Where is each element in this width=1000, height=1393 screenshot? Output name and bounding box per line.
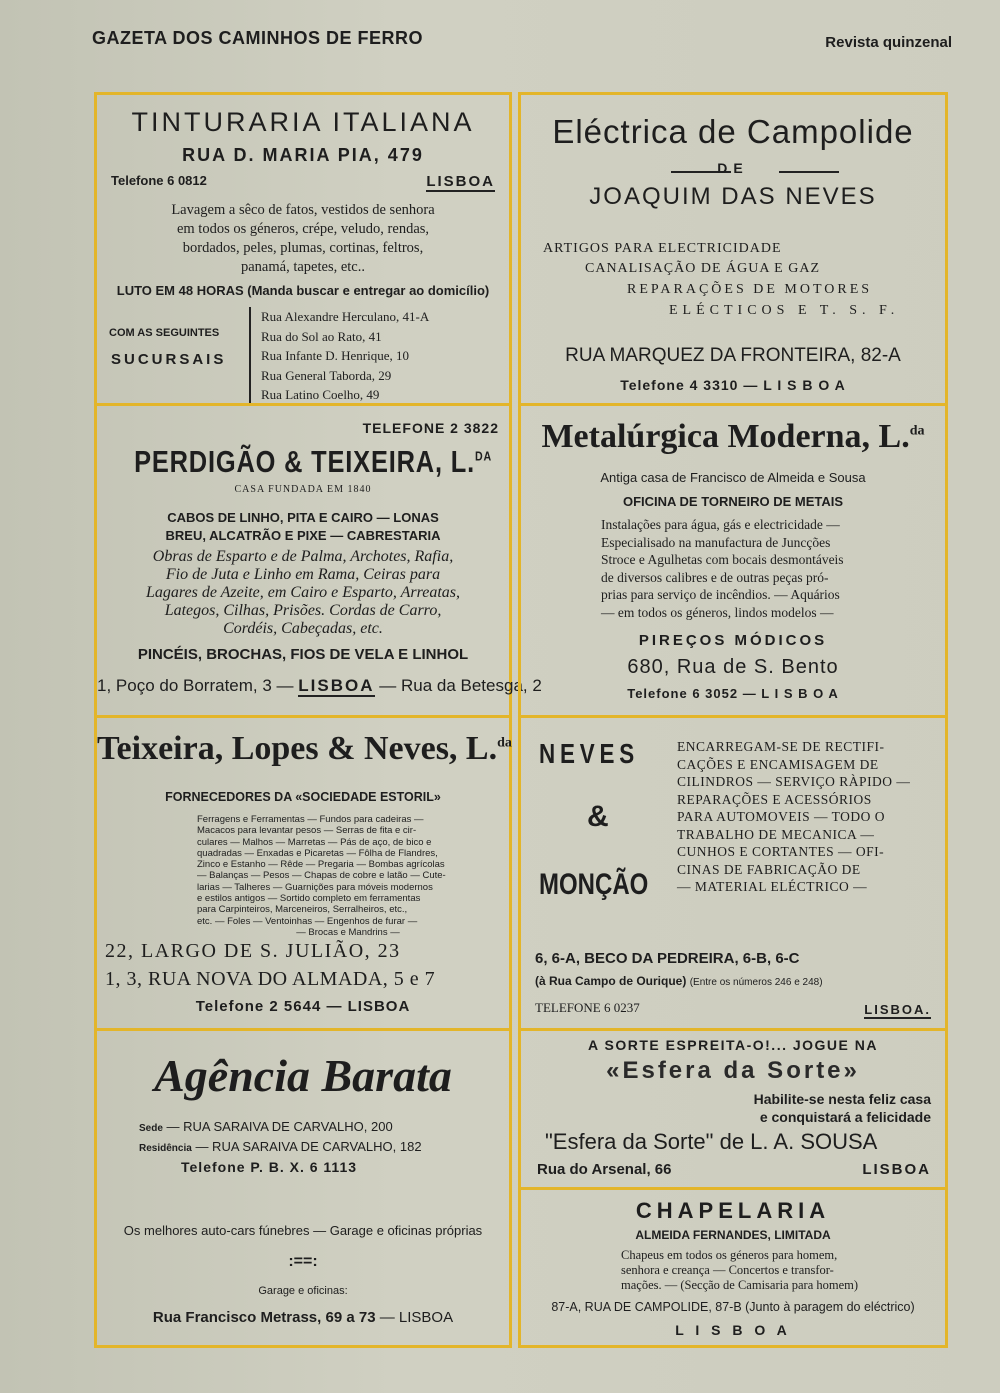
ad-ornament: :==: <box>288 1253 318 1270</box>
ad-garage-label: Garage e oficinas: <box>258 1285 348 1297</box>
ad-subtitle-2: OFICINA DE TORNEIRO DE METAIS <box>622 494 844 509</box>
ad-perdigao-teixeira <box>94 403 542 718</box>
ad-phone: TELEFONE 2 3822 <box>362 420 499 436</box>
ad-prices: PIREÇOS MÓDICOS <box>638 632 828 649</box>
ad-description: Chapeus em todos os géneros para homem, senhora e creança — Concertos e transfor- mações. — (Secção de Camisaria para homem) <box>621 1248 859 1292</box>
ad-line-3: REPARAÇÕES DE MOTORES <box>627 282 873 297</box>
ad-title: TINTURARIA ITALIANA <box>131 107 475 137</box>
ad-ampersand: & <box>587 800 609 833</box>
ad-metalurgica-moderna <box>518 403 948 718</box>
ad-title: Metalúrgica Moderna, L.$^{da}$ <box>541 418 925 455</box>
ad-garage-address: Rua Francisco Metrass, 69 a 73 — LISBOA <box>152 1309 454 1326</box>
ad-phone: Telefone 6 3052 — L I S B O A <box>627 686 839 701</box>
ad-phone: Telefone 6 0812 <box>111 173 207 188</box>
branches-label-2: SUCURSAIS <box>111 351 227 368</box>
ad-title: «Esfera da Sorte» <box>606 1057 860 1084</box>
ad-neves-moncao <box>518 715 948 1031</box>
ad-supplier: FORNECEDORES DA «SOCIEDADE ESTORIL» <box>165 790 441 804</box>
de-rule-right <box>779 171 839 173</box>
ad-description: Lavagem a sêco de fatos, vestidos de senhora em todos os géneros, crépe, veludo, rendas, bordados, peles, plumas, cortinas, feltros, panamá, tapetes, etc.. <box>171 202 435 275</box>
ad-agencia-barata <box>94 1028 512 1348</box>
ad-address: 1, Poço do Borratem, 3 — LISBOA — Rua da Betesga, 2 <box>97 676 542 695</box>
ad-sede: Sede — RUA SARAIVA DE CARVALHO, 200 <box>139 1119 393 1134</box>
ad-headline: A SORTE ESPREITA-O!... JOGUE NA <box>588 1037 878 1053</box>
ad-teixeira-lopes-neves <box>94 715 512 1031</box>
ad-owner: JOAQUIM DAS NEVES <box>589 183 877 210</box>
ad-title: PERDIGÃO & TEIXEIRA, L.$^{DA}$ <box>134 444 493 479</box>
ad-products-1: CABOS DE LINHO, PITA E CAIRO — LONAS <box>167 510 439 525</box>
magazine-subtitle: Revista quinzenal <box>825 34 952 51</box>
ad-phone: Telefone 2 5644 — LISBOA <box>195 998 411 1015</box>
ad-title: Agência Barata <box>154 1050 452 1101</box>
ad-address: Rua do Arsenal, 66 <box>537 1161 672 1178</box>
ad-city: LISBOA. <box>864 1002 931 1017</box>
ad-phone: Telefone P. B. X. 6 1113 <box>181 1159 358 1175</box>
ad-line-2: CANALISAÇÃO DE ÁGUA E GAZ <box>585 261 820 276</box>
ad-founded: CASA FUNDADA EM 1840 <box>234 484 372 495</box>
magazine-title: GAZETA DOS CAMINHOS DE FERRO <box>92 28 424 48</box>
ad-owner: "Esfera da Sorte" de L. A. SOUSA <box>545 1129 878 1154</box>
ad-esfera-da-sorte <box>518 1028 948 1190</box>
ad-phone: Telefone 4 3310 — L I S B O A <box>620 377 846 393</box>
ad-line-3: e conquistará a felicidade <box>759 1109 931 1125</box>
branches-list: Rua Alexandre Herculano, 41-A Rua do Sol ao Rato, 41 Rua Infante D. Henrique, 10 Rua General Taborda, 29 Rua Latino Coelho, 49 <box>249 307 429 405</box>
ad-electrica-campolide <box>518 92 948 406</box>
ad-description: Instalações para água, gás e electricidade — Especialisado na manufactura de Juncções Stroce e Agulhetas com bocais desmontáveis de diversos calibres e de outras peças pró- prias para serviço de incêndios. — Aquários — em todos os géneros, lindos modelos — <box>601 517 844 620</box>
ad-phone: TELEFONE 6 0237 <box>535 1000 640 1015</box>
ad-address: 680, Rua de S. Bento <box>627 656 839 678</box>
ad-address: 87-A, RUA DE CAMPOLIDE, 87-B (Junto à paragem do eléctrico) <box>551 1300 915 1314</box>
ad-extra: PINCÉIS, BROCHAS, FIOS DE VELA E LINHOL <box>137 646 469 663</box>
ad-line-2: Habilite-se nesta feliz casa <box>753 1091 931 1107</box>
ad-residence: Residência — RUA SARAIVA DE CARVALHO, 182 <box>139 1139 422 1154</box>
ad-title: CHAPELARIA <box>635 1198 831 1223</box>
ad-subtitle: Antiga casa de Francisco de Almeida e Sousa <box>600 470 866 485</box>
ad-title: Teixeira, Lopes & Neves, L.$^{da}$ <box>97 730 512 767</box>
ad-line-4: ELÉCTICOS E T. S. F. <box>669 303 900 318</box>
ad-subtitle: ALMEIDA FERNANDES, LIMITADA <box>635 1228 831 1242</box>
de-label: DE <box>717 160 749 176</box>
ad-address: RUA D. MARIA PIA, 479 <box>182 145 424 165</box>
ad-address-2: 1, 3, RUA NOVA DO ALMADA, 5 e 7 <box>105 968 436 990</box>
ad-description: ENCARREGAM-SE DE RECTIFI- CAÇÕES E ENCAMISAGEM DE CILINDROS — SERVIÇO RÀPIDO — REPARAÇÕES E ACESSÓRIOS PARA AUTOMOVEIS — TODO O TRABALHO DE MECANICA — CUNHOS E CORTANTES — OFI- CINAS DE FABRICAÇÃO DE — MATERIAL ELÉCTRICO — <box>677 739 911 894</box>
ad-line-1: ARTIGOS PARA ELECTRICIDADE <box>543 241 782 256</box>
ad-chapelaria <box>518 1187 948 1348</box>
ad-services: Os melhores auto-cars fúnebres — Garage e oficinas próprias <box>123 1223 483 1238</box>
ad-description: Ferragens e Ferramentas — Fundos para cadeiras — Macacos para levantar pesos — Serras de fita e cir- culares — Malhos — Marretas — Pás de aço, de bico e quadradas — Enxadas e Picaretas — Fôlha de Flandres, Zinco e Estanho — Rêde — Pregaria — Bombas agrícolas — Balanças — Pesos — Chapas de cobre e latão — Cute- larias — Talheres — Guarnições para móveis modernos e estilos antigos — Sortido completo em ferramentas para Carpinteiros, Marceneiros, Serralheiros, etc., etc. — Foles — Ventoinhas — Engenhos de furar — — Brocas e Mandrins — <box>197 814 446 938</box>
ad-city: LISBOA <box>862 1161 931 1178</box>
ad-city: LISBOA <box>426 173 495 190</box>
ad-title: Eléctrica de Campolide <box>552 113 914 150</box>
ad-name-2: MONÇÃO <box>539 868 649 901</box>
branches-label-1: COM AS SEGUINTES <box>109 327 220 339</box>
ad-italic-list: Obras de Esparto e de Palma, Archotes, Rafia, Fio de Juta e Linho em Rama, Ceiras para Lagares de Azeite, em Cairo e Esparto, Arreatas, Lategos, Cilhas, Prisões. Cordas de Carro, Cordéis, Cabeçadas, etc. <box>145 548 461 637</box>
ad-name-1: NEVES <box>539 738 639 769</box>
ad-address: RUA MARQUEZ DA FRONTEIRA, 82-A <box>565 345 901 366</box>
ad-address-1: 22, LARGO DE S. JULIÃO, 23 <box>105 940 401 962</box>
ad-grid <box>94 92 948 1348</box>
ad-address-2: (à Rua Campo de Ourique) (Entre os números 246 e 248) <box>535 974 823 988</box>
ad-luto: LUTO EM 48 HORAS (Manda buscar e entregar ao domicílio) <box>116 283 490 298</box>
ad-city: L I S B O A <box>675 1322 791 1338</box>
ad-products-2: BREU, ALCATRÃO E PIXE — CABRESTARIA <box>165 528 441 543</box>
ad-address: 6, 6-A, BECO DA PEDREIRA, 6-B, 6-C <box>535 950 800 967</box>
ad-tinturaria-italiana <box>94 92 512 406</box>
